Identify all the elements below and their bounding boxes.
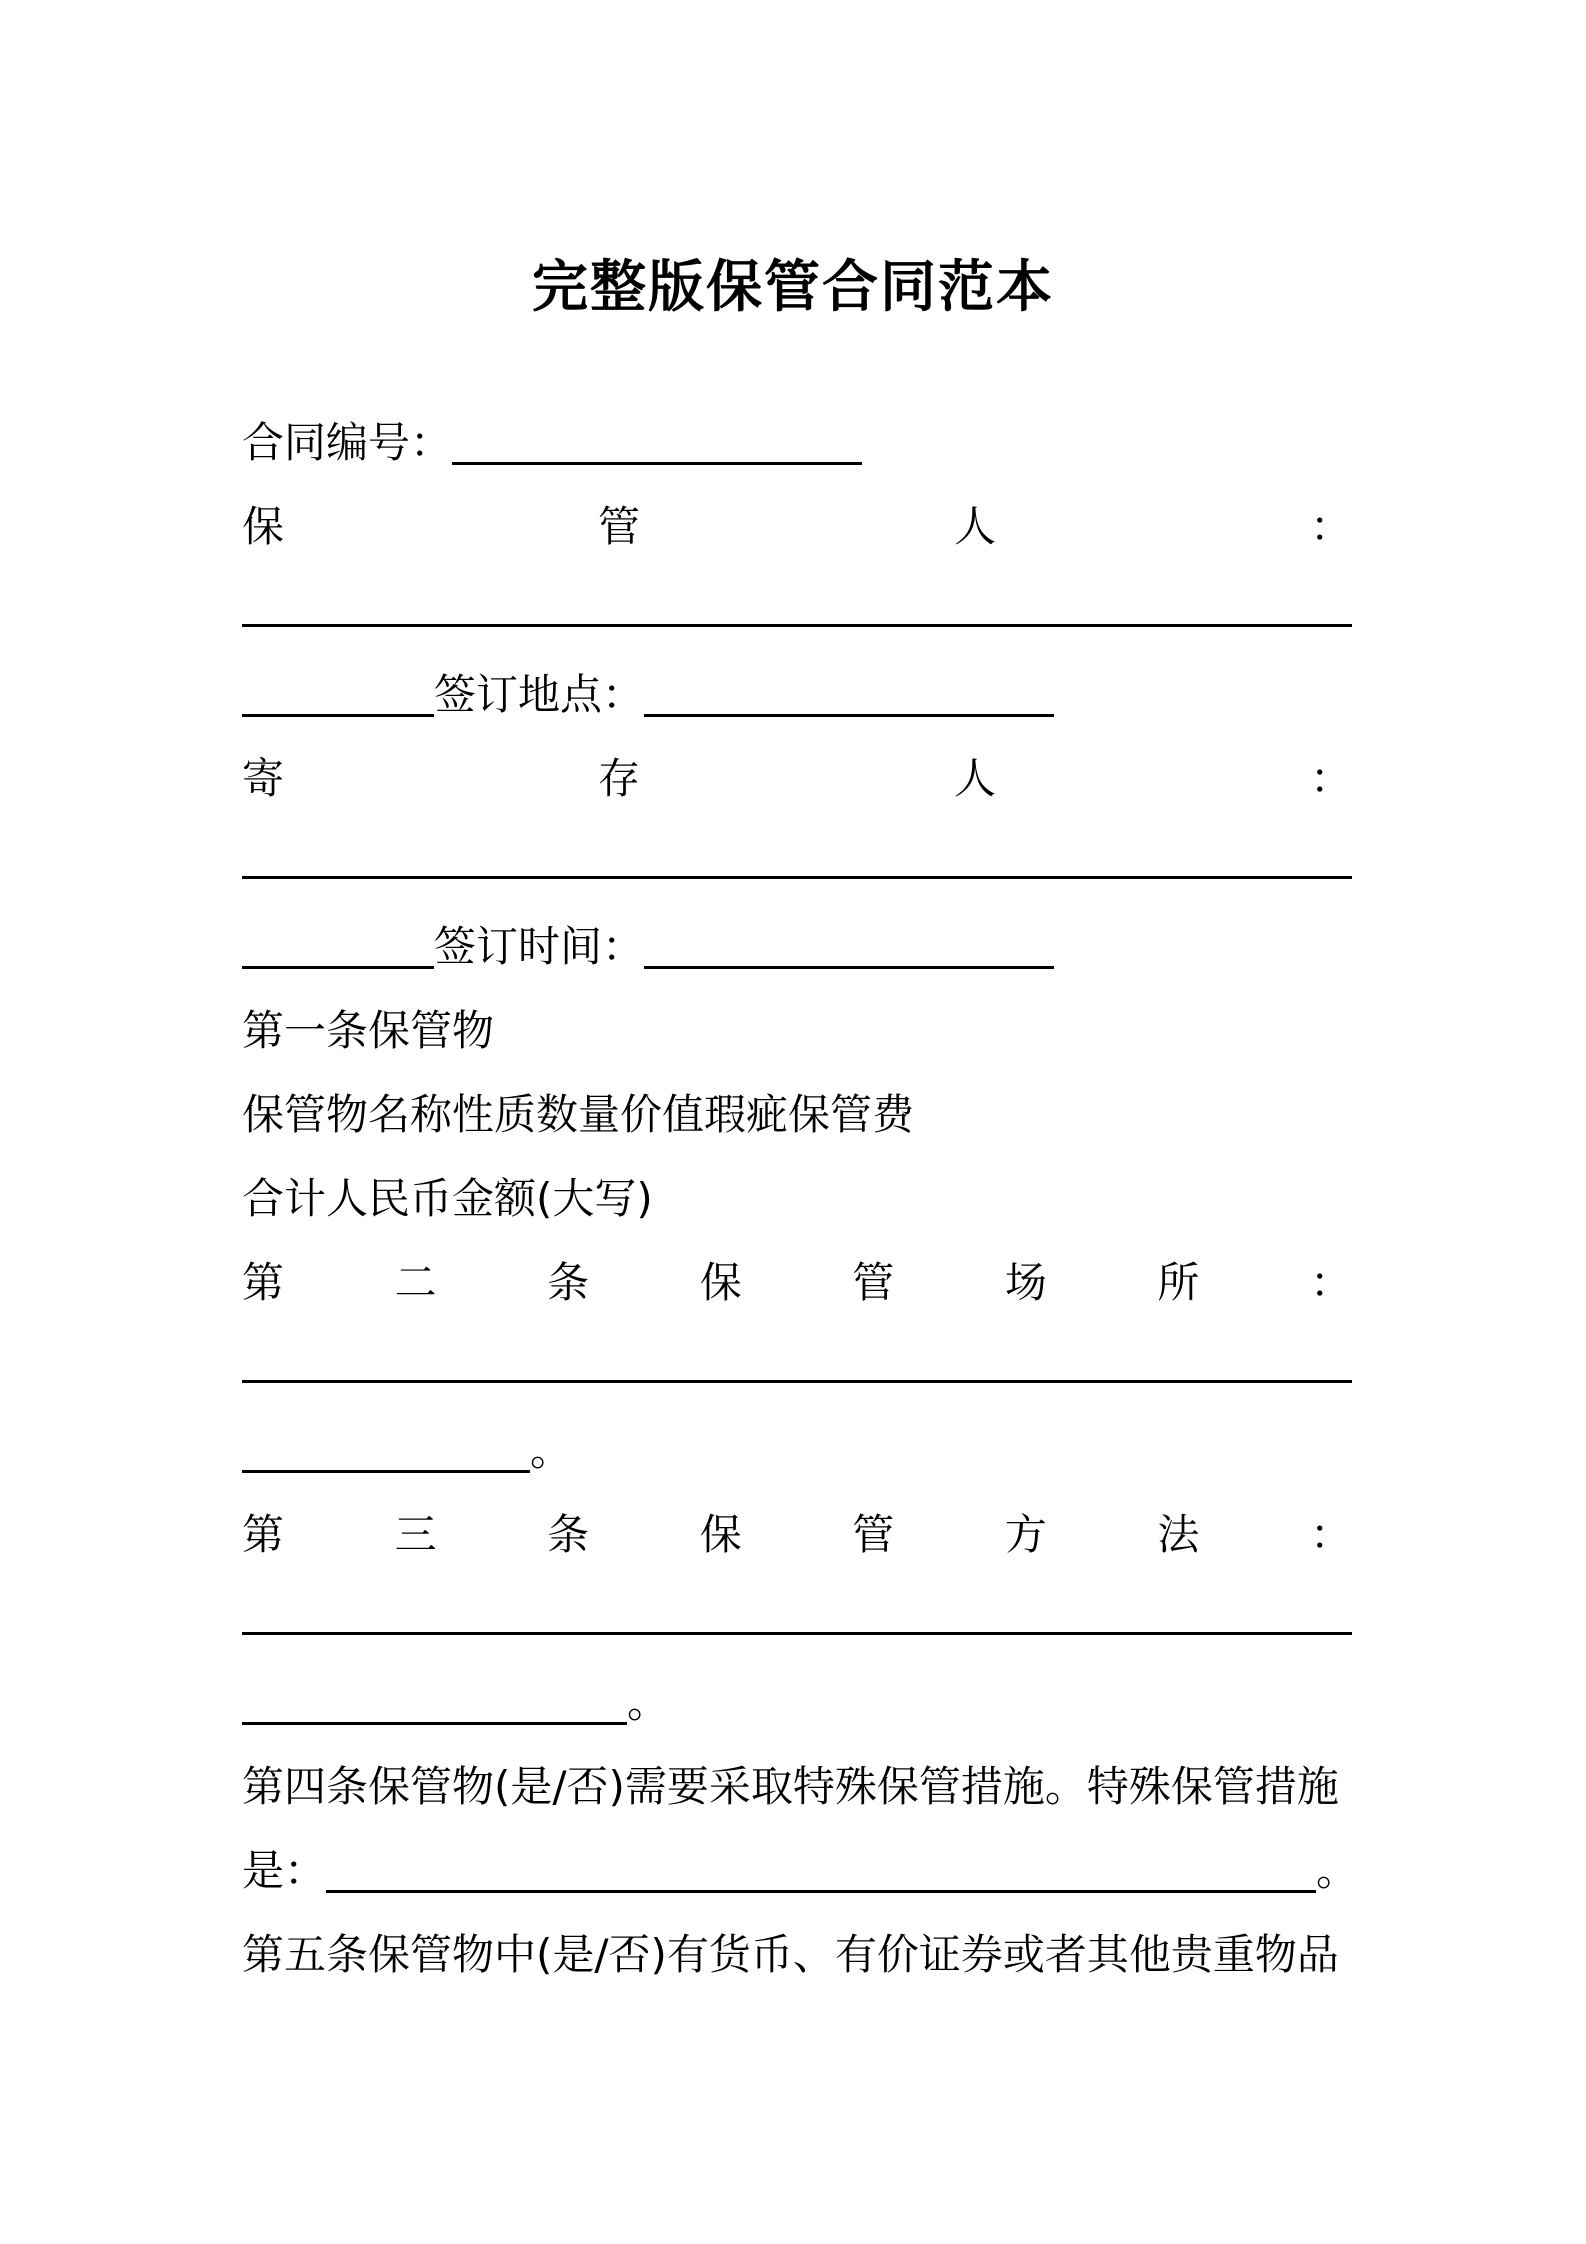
article3-char: 第 (242, 1510, 285, 1559)
article3-blank (242, 1632, 1352, 1635)
article3-end-line (242, 1663, 1352, 1743)
sign-time-blank (644, 966, 1054, 969)
article2-label-line (242, 1243, 1352, 1323)
article3-char: 法 (1157, 1510, 1200, 1559)
article1-total: 合计人民币金额(大写) (242, 1174, 653, 1223)
article3-blank-cont (242, 1722, 627, 1725)
custodian-char: 人 (953, 502, 996, 551)
article2-end: 。 (530, 1426, 573, 1475)
depositor-label-line (242, 739, 1352, 819)
article2-char: 第 (242, 1258, 285, 1307)
depositor-blank (242, 876, 1352, 879)
article2-blank-line (242, 1328, 1352, 1408)
article2-char: 保 (699, 1258, 742, 1307)
sign-place-label: 签订地点： (434, 670, 645, 719)
sign-place-blank (644, 714, 1054, 717)
article2-blank-cont (242, 1470, 530, 1473)
custodian-char: 保 (242, 502, 285, 551)
article1-columns: 保管物名称性质数量价值瑕疵保管费 (242, 1090, 915, 1139)
article3-char: 管 (852, 1510, 895, 1559)
article3-blank-line (242, 1580, 1352, 1660)
custodian-char: ： (1309, 502, 1352, 551)
article1-title: 第一条保管物 (242, 1006, 495, 1055)
article4-cont-line (242, 1831, 1359, 1911)
depositor-char: 寄 (242, 754, 285, 803)
sign-time-line (242, 907, 1352, 987)
custodian-label-line (242, 487, 1352, 567)
article3-char: 方 (1004, 1510, 1047, 1559)
article2-char: ： (1309, 1258, 1352, 1307)
article2-char: 条 (547, 1258, 590, 1307)
sign-place-line (242, 655, 1352, 735)
article3-char: 保 (699, 1510, 742, 1559)
article3-label-line (242, 1495, 1352, 1575)
depositor-char: 存 (597, 754, 640, 803)
article3-char: 三 (394, 1510, 437, 1559)
depositor-blank-cont (242, 966, 434, 969)
article2-blank (242, 1380, 1352, 1383)
article4-end: 。 (1316, 1846, 1359, 1895)
article2-char: 所 (1157, 1258, 1200, 1307)
article4-line: 第四条保管物(是/否)需要采取特殊保管措施。特殊保管措施 (242, 1762, 1339, 1811)
custodian-blank (242, 624, 1352, 627)
contract-number-line (242, 403, 1352, 483)
article5-line: 第五条保管物中(是/否)有货币、有价证券或者其他贵重物品 (242, 1930, 1339, 1979)
custodian-blank-cont (242, 714, 434, 717)
custodian-blank-line (242, 572, 1352, 652)
document-title: 完整版保管合同范本 (532, 255, 1054, 320)
article2-end-line (242, 1411, 1352, 1491)
depositor-char: 人 (953, 754, 996, 803)
contract-number-label: 合同编号： (242, 418, 453, 467)
article3-char: 条 (547, 1510, 590, 1559)
contract-number-blank (452, 462, 862, 465)
article3-end: 。 (627, 1678, 670, 1727)
article2-char: 场 (1004, 1258, 1047, 1307)
article2-char: 管 (852, 1258, 895, 1307)
custodian-char: 管 (597, 502, 640, 551)
article3-char: ： (1309, 1510, 1352, 1559)
article4-cont: 是： (242, 1846, 327, 1895)
depositor-blank-line (242, 824, 1352, 904)
article4-blank (326, 1890, 1316, 1893)
article2-char: 二 (394, 1258, 437, 1307)
depositor-char: ： (1309, 754, 1352, 803)
sign-time-label: 签订时间： (434, 922, 645, 971)
